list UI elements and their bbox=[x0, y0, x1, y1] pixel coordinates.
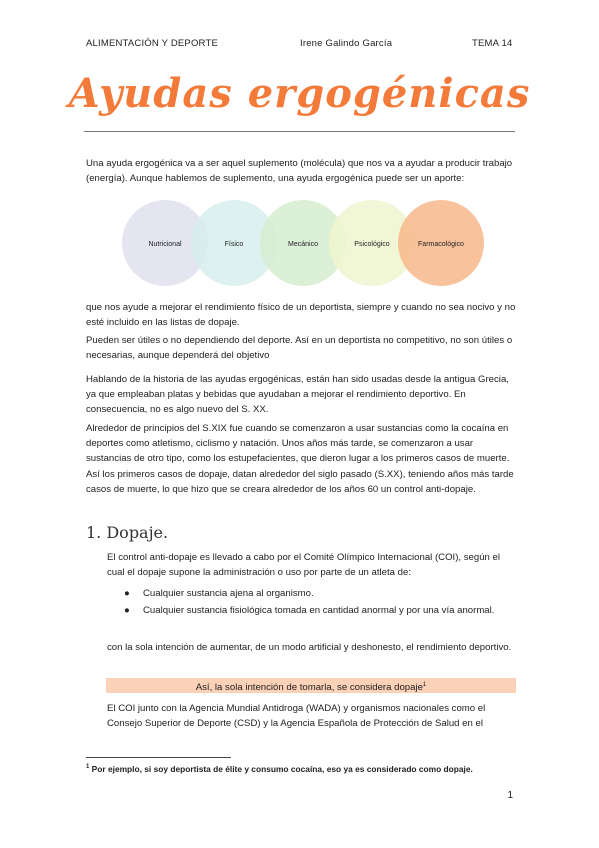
bullet-icon: ● bbox=[124, 605, 130, 616]
header-left: ALIMENTACIÓN Y DEPORTE bbox=[86, 38, 218, 49]
highlight-text: Así, la sola intención de tomarla, se considera dopaje bbox=[195, 682, 423, 694]
footnote-ref[interactable]: 1 bbox=[422, 682, 427, 688]
section-heading: 1. Dopaje. bbox=[86, 523, 169, 542]
header-right: TEMA 14 bbox=[472, 38, 513, 49]
footnote-divider bbox=[86, 757, 231, 758]
section-paragraph-2: con la sola intención de aumentar, de un modo artificial y deshonesto, el rendimiento deportivo. bbox=[107, 642, 512, 653]
paragraph-4: Alrededor de principios del S.XIX fue cuando se comenzaron a usar sustancias como la cocaína en deportes como atletismo, ciclismo y natación. Unos años más tarde, se comenzaron a usar sustancias de otro tipo, como los estupefacientes, que dieron lugar a los primeros casos de muerte. Así los primeros casos de dopaje, datan alrededor del siglo pasado (S.XX), teniendo años más tarde casos de muerte, lo que hizo que se creara alrededor de los años 60 un control anti-dopaje. bbox=[86, 423, 514, 495]
list-item bbox=[124, 586, 514, 601]
list-item-text: Cualquier sustancia fisiológica tomada en cantidad anormal y por una vía anormal. bbox=[143, 605, 495, 616]
bullet-icon: ● bbox=[124, 588, 130, 599]
header-center: Irene Galindo García bbox=[300, 38, 393, 49]
intro-paragraph: Una ayuda ergogénica va a ser aquel suplemento (molécula) que nos va a ayudar a producir trabajo (energía). Aunque hablemos de suplemento, una ayuda ergogénica puede ser un aporte: bbox=[86, 158, 513, 185]
diagram-label: Mecánico bbox=[288, 241, 318, 248]
page-number: 1 bbox=[507, 790, 513, 801]
footnote-number: 1 bbox=[86, 764, 90, 771]
diagram-label: Físico bbox=[224, 241, 244, 248]
footnote bbox=[86, 764, 473, 774]
diagram-label: Psicológico bbox=[354, 241, 390, 248]
footnote-text: Por ejemplo, si soy deportista de élite y consumo cocaína, eso ya es considerado como dopaje. bbox=[91, 764, 473, 774]
diagram-label: Nutricional bbox=[148, 241, 182, 248]
paragraph-3: Hablando de la historia de las ayudas ergogénicas, están han sido usadas desde la antigua Grecia, ya que empleaban platas y bebidas que ayudaban a mejorar el rendimiento deportivo. En consecuencia, no es algo nuevo del S. XX. bbox=[86, 374, 509, 416]
highlight-box bbox=[106, 678, 516, 693]
paragraph-2: Pueden ser útiles o no dependiendo del deporte. Así en un deportista no competitivo, no son útiles o necesarias, aunque dependerá del objetivo bbox=[86, 335, 513, 362]
list-item bbox=[124, 603, 514, 618]
paragraph-1: que nos ayude a mejorar el rendimiento físico de un deportista, siempre y cuando no sea nocivo y no esté incluido en las listas de dopaje. bbox=[86, 302, 516, 329]
section-paragraph-3: El COI junto con la Agencia Mundial Antidroga (WADA) y organismos nacionales como el Consejo Superior de Deporte (CSD) y la Agencia Española de Protección de Salud en el bbox=[107, 703, 486, 730]
page-title: Ayudas ergogénicas bbox=[68, 70, 531, 117]
section-paragraph-1: El control anti-dopaje es llevado a cabo por el Comité Olímpico Internacional (COI), según el cual el dopaje supone la administración o uso por parte de un atleta de: bbox=[107, 552, 501, 579]
diagram-label: Farmacológico bbox=[418, 241, 464, 248]
list-item-text: Cualquier sustancia ajena al organismo. bbox=[143, 588, 314, 599]
